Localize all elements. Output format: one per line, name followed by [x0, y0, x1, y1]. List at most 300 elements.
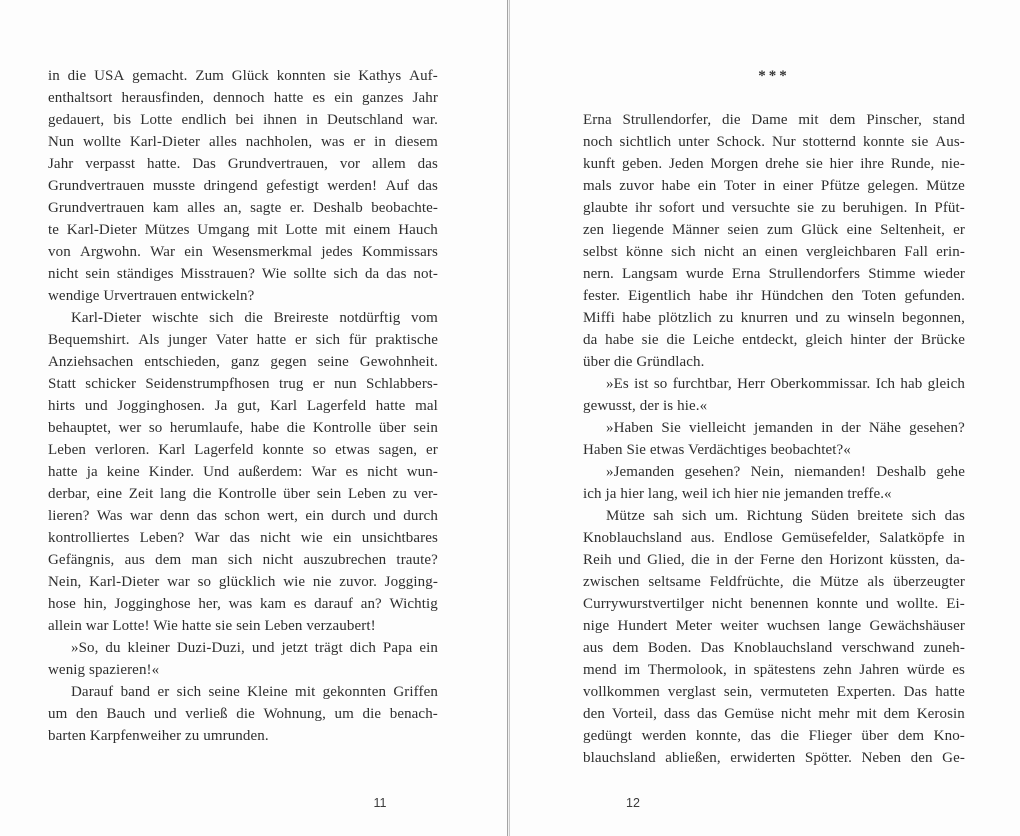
word: eine [96, 486, 123, 502]
text-line [48, 681, 438, 703]
word: behauptet, [48, 420, 112, 436]
word: das [417, 178, 438, 194]
word: hose [48, 596, 76, 612]
text-line [48, 131, 438, 153]
word: Karl [158, 442, 186, 458]
text-line [48, 593, 438, 615]
word: Mützes [144, 222, 190, 238]
word: hier [829, 156, 854, 172]
word: zu [821, 200, 836, 216]
word: Flieger [808, 728, 852, 744]
text-line [48, 505, 438, 527]
word: lieren? [48, 508, 90, 524]
word: gefestigt [266, 178, 319, 194]
word: Strullendorfer, [622, 112, 712, 128]
word: hinter [850, 332, 886, 348]
word: den [583, 706, 605, 722]
word: War [150, 244, 176, 260]
word: es [952, 662, 965, 678]
word: Brücke [921, 332, 965, 348]
word: es [312, 90, 326, 106]
word: gut, [237, 398, 261, 414]
word: Kathys [358, 68, 402, 84]
word: War [311, 464, 337, 480]
word: seltsame [648, 574, 701, 590]
word: Mütze [926, 178, 965, 194]
word: drehe [765, 156, 800, 172]
word: Als [138, 332, 160, 348]
word: mit [798, 112, 819, 128]
word: sein [316, 486, 342, 502]
word: Auf- [409, 68, 438, 84]
word: die [666, 332, 686, 348]
text-line [48, 263, 438, 285]
word: jetzt [281, 640, 308, 656]
word: den [831, 288, 854, 304]
word: da [583, 332, 598, 348]
word: über [283, 486, 311, 502]
word: hirts [48, 398, 76, 414]
word: Vater [215, 332, 248, 348]
word: »Jemanden [606, 464, 675, 480]
word: zu [392, 486, 407, 502]
word: konnte [863, 134, 905, 150]
word: Zeit [128, 486, 154, 502]
word: gedüngt [583, 728, 633, 744]
text-line [583, 197, 965, 219]
text-line [48, 197, 438, 219]
word: Nein, [750, 464, 784, 480]
word: gehe [936, 464, 965, 480]
word: und [84, 398, 108, 414]
word: dem [829, 112, 856, 128]
word: ein [419, 640, 438, 656]
word: gekonnten [322, 684, 387, 700]
word: und [373, 508, 396, 524]
word: Kno- [933, 728, 965, 744]
word: versuchte [731, 200, 791, 216]
word: wischte [151, 310, 199, 326]
word: Grundvertrauen, [227, 156, 329, 172]
word: vermuteten [760, 684, 829, 700]
word: Thermolook, [647, 662, 727, 678]
word: sich [315, 332, 341, 348]
word: Deshalb [876, 464, 927, 480]
word: Was [96, 508, 123, 524]
word: herumlaufe, [169, 420, 244, 436]
text-line [583, 153, 965, 175]
word: das [750, 728, 771, 744]
word: sich [671, 244, 696, 260]
word: etwas [335, 442, 370, 458]
word: trug [278, 376, 304, 392]
word: Das [192, 156, 216, 172]
word: te [48, 222, 60, 238]
word: da- [945, 552, 965, 568]
word: Breireste [273, 310, 329, 326]
word: und [618, 552, 641, 568]
text-line [583, 461, 965, 483]
text-line: Haben Sie etwas Verdächtiges beobachtet?« [583, 442, 851, 458]
word: Dame [751, 112, 788, 128]
word: Salatköpfe [879, 530, 945, 546]
word: zwischen [583, 574, 640, 590]
word: gesehen? [684, 464, 741, 480]
word: die [780, 728, 800, 744]
word: Und [203, 464, 230, 480]
word: die [722, 112, 741, 128]
word: nachholen, [245, 134, 313, 150]
word: dass [663, 706, 691, 722]
word: Runde, [890, 156, 935, 172]
word: sein [413, 420, 438, 436]
word: er [426, 442, 438, 458]
text-line [583, 703, 965, 725]
text-line [583, 615, 965, 637]
word: zuvor. [339, 574, 377, 590]
text-line [48, 175, 438, 197]
word: zu [825, 310, 840, 326]
word: die [67, 68, 87, 84]
word: an [742, 244, 757, 260]
text-line [48, 219, 438, 241]
blank-line [583, 87, 965, 109]
word: alles [208, 134, 237, 150]
word: wuchsen [766, 618, 820, 634]
word: trägt [314, 640, 343, 656]
word: werden! [327, 178, 378, 194]
word: Aus- [935, 134, 965, 150]
word: »Haben [606, 420, 654, 436]
text-line [48, 351, 438, 373]
word: in [374, 134, 387, 150]
word: wun- [406, 464, 438, 480]
word: und [865, 596, 889, 612]
word: knurren [740, 310, 789, 326]
word: so [197, 574, 212, 590]
word: her, [198, 596, 222, 612]
word: in [821, 420, 834, 436]
word: Jogging- [384, 574, 438, 590]
word: Pfüt- [934, 200, 965, 216]
word: dem [612, 640, 639, 656]
word: in [763, 178, 776, 194]
word: Bauch [106, 706, 146, 722]
word: einer [782, 178, 814, 194]
word: Gewächshäuser [869, 618, 965, 634]
word: nicht [48, 266, 79, 282]
word: Darauf [71, 684, 114, 700]
text-line [48, 527, 438, 549]
word: nicht [711, 596, 743, 612]
text-line [583, 593, 965, 615]
word: dem [155, 552, 182, 568]
word: kam [152, 200, 179, 216]
word: Endlose [723, 530, 773, 546]
word: verpasst [85, 156, 136, 172]
word: mals [583, 178, 612, 194]
text-line [583, 285, 965, 307]
word: sich [682, 508, 707, 524]
text-line [48, 703, 438, 725]
word: sie [333, 68, 351, 84]
word: die [244, 310, 263, 326]
text-line [583, 747, 965, 769]
word: küssten, [889, 552, 940, 568]
word: ein [334, 90, 353, 106]
word: das [417, 156, 438, 172]
section-break: *** [758, 68, 790, 84]
word: Jahren [859, 662, 900, 678]
word: Vorteil, [611, 706, 657, 722]
word: vor [339, 156, 361, 172]
text-line [48, 87, 438, 109]
word: Herr [737, 376, 765, 392]
word: so [312, 442, 327, 458]
word: niemanden! [794, 464, 867, 480]
word: wie [283, 574, 306, 590]
text-line [583, 549, 965, 571]
word: Wichtig [389, 596, 438, 612]
word: den [75, 706, 98, 722]
word: ein [697, 178, 717, 194]
word: sich [333, 266, 359, 282]
word: habe [661, 178, 691, 194]
text-line [583, 241, 965, 263]
word: unsichtbares [361, 530, 438, 546]
word: verloren. [94, 442, 150, 458]
word: kontrolliertes [48, 530, 130, 546]
word: selbst [583, 244, 618, 260]
word: benach- [389, 706, 438, 722]
word: Zum [195, 68, 224, 84]
word: Karl-Dieter [66, 222, 138, 238]
word: stand [932, 112, 965, 128]
word: Deshalb [313, 200, 363, 216]
word: Hundert [617, 618, 668, 634]
word: Nur [772, 134, 796, 150]
word: die [192, 486, 212, 502]
word: verglast [667, 684, 716, 700]
word: er [295, 332, 307, 348]
word: glücklich [218, 574, 276, 590]
word: Richtung [746, 508, 803, 524]
word: erwiderten [730, 750, 796, 766]
word: entdeckt, [742, 332, 798, 348]
word: in [734, 662, 747, 678]
word: Schock. [716, 134, 766, 150]
word: zen [583, 222, 605, 238]
word: breitete [857, 508, 904, 524]
word: jemanden [754, 420, 814, 436]
word: Kommissars [361, 244, 438, 260]
text-line [583, 307, 965, 329]
word: Feldfrüchte, [709, 574, 784, 590]
word: Mütze [819, 574, 859, 590]
word: zehn [823, 662, 852, 678]
word: gedauert, [48, 112, 105, 128]
word: wurde [685, 266, 724, 282]
word: wer [118, 420, 142, 436]
page-number-left: 11 [373, 796, 387, 810]
word: lange [828, 618, 862, 634]
word: Kleine [247, 684, 288, 700]
word: nicht [780, 706, 812, 722]
word: den [800, 552, 823, 568]
word: er [157, 684, 170, 700]
word: habe [250, 420, 280, 436]
word: lang [159, 486, 187, 502]
word: Jahr [48, 156, 74, 172]
word: alles [187, 200, 216, 216]
text-line [583, 505, 965, 527]
word: Knoblauchsland [733, 640, 833, 656]
text-line: gewusst, der is hie.« [583, 398, 708, 414]
word: Oberkommissar. [770, 376, 871, 392]
word: Deutschland [327, 112, 404, 128]
word: was [321, 134, 345, 150]
text-line [48, 307, 438, 329]
word: hatte [48, 464, 78, 480]
word: geben. [622, 156, 663, 172]
word: dennoch [213, 90, 265, 106]
word: sich [209, 310, 234, 326]
word: Auf [385, 178, 410, 194]
word: Bequemshirt. [48, 332, 130, 348]
word: Karl-Dieter [71, 310, 142, 326]
text-line: über die Gründlach. [583, 354, 705, 370]
word: noch [583, 134, 613, 150]
word: war [129, 508, 153, 524]
word: »So, [71, 640, 99, 656]
word: »Es [606, 376, 629, 392]
word: fester. [583, 288, 620, 304]
word: Toten [861, 288, 897, 304]
word: ihr [735, 288, 753, 304]
text-line [48, 637, 438, 659]
word: das [944, 508, 965, 524]
word: allem [371, 156, 406, 172]
text-line [583, 681, 965, 703]
word: liegende [612, 222, 664, 238]
word: Hauch [398, 222, 438, 238]
text-line [583, 527, 965, 549]
page-number-right: 12 [626, 796, 640, 810]
word: eine [846, 222, 872, 238]
word: glaubte [583, 200, 628, 216]
text-line [48, 417, 438, 439]
word: es [293, 596, 307, 612]
word: einem [353, 222, 391, 238]
word: beruhigen. [842, 200, 908, 216]
word: wollte. [896, 596, 939, 612]
word: nie [312, 574, 332, 590]
word: begonnen, [902, 310, 965, 326]
word: das [386, 266, 407, 282]
word: werden [641, 728, 687, 744]
word: Nun [48, 134, 75, 150]
word: sie [797, 200, 815, 216]
text-line [48, 571, 438, 593]
word: hatte [273, 90, 304, 106]
word: Wie [261, 266, 287, 282]
word: Gefängnis, [48, 552, 115, 568]
word: Karl-Dieter [129, 134, 201, 150]
word: war. [412, 112, 438, 128]
text-line [48, 395, 438, 417]
word: seien [727, 222, 759, 238]
word: seine [208, 684, 240, 700]
word: außerdem: [238, 464, 303, 480]
word: verließ [185, 706, 228, 722]
word: Stimme [868, 266, 916, 282]
word: Statt [48, 376, 77, 392]
word: hatte [375, 398, 406, 414]
word: ist [634, 376, 649, 392]
word: Experten. [836, 684, 896, 700]
word: Erna [583, 112, 612, 128]
word: ganz [230, 354, 260, 370]
word: ganzes [362, 90, 404, 106]
word: in [953, 530, 965, 546]
word: bis [113, 112, 132, 128]
word: ihre [860, 156, 884, 172]
word: zuneh- [923, 640, 965, 656]
word: er [953, 222, 965, 238]
word: sich [176, 684, 202, 700]
word: herausfinden, [121, 90, 205, 106]
word: in [48, 68, 60, 84]
word: Reih [583, 552, 612, 568]
page-right [510, 0, 1020, 836]
word: schon [224, 508, 260, 524]
word: er. [289, 200, 305, 216]
word: an, [223, 200, 242, 216]
word: da [364, 266, 380, 282]
word: kunft [583, 156, 616, 172]
word: könne [625, 244, 664, 260]
word: im [624, 662, 641, 678]
word: die [691, 552, 710, 568]
word: sie [911, 134, 929, 150]
word: Spötter. [804, 750, 852, 766]
word: Duzi-Duzi, [176, 640, 245, 656]
word: das [229, 530, 250, 546]
word: Pinscher, [866, 112, 923, 128]
word: benennen [750, 596, 809, 612]
word: zuvor [619, 178, 654, 194]
word: so [148, 420, 163, 436]
word: mend [583, 662, 617, 678]
word: nicht [262, 552, 294, 568]
word: er [353, 134, 366, 150]
word: Griffen [393, 684, 438, 700]
word: sofort [659, 200, 695, 216]
word: Pfütze [820, 178, 860, 194]
word: sie [641, 332, 659, 348]
word: Kontrolle [218, 486, 277, 502]
word: Papa [382, 640, 413, 656]
word: es [345, 464, 359, 480]
word: vielleicht [689, 420, 746, 436]
word: sagen, [378, 442, 418, 458]
word: würde [906, 662, 945, 678]
word: durch [403, 508, 438, 524]
word: sich [911, 508, 937, 524]
word: musste [152, 178, 196, 194]
word: konnte [262, 442, 304, 458]
word: Karl [270, 398, 298, 414]
